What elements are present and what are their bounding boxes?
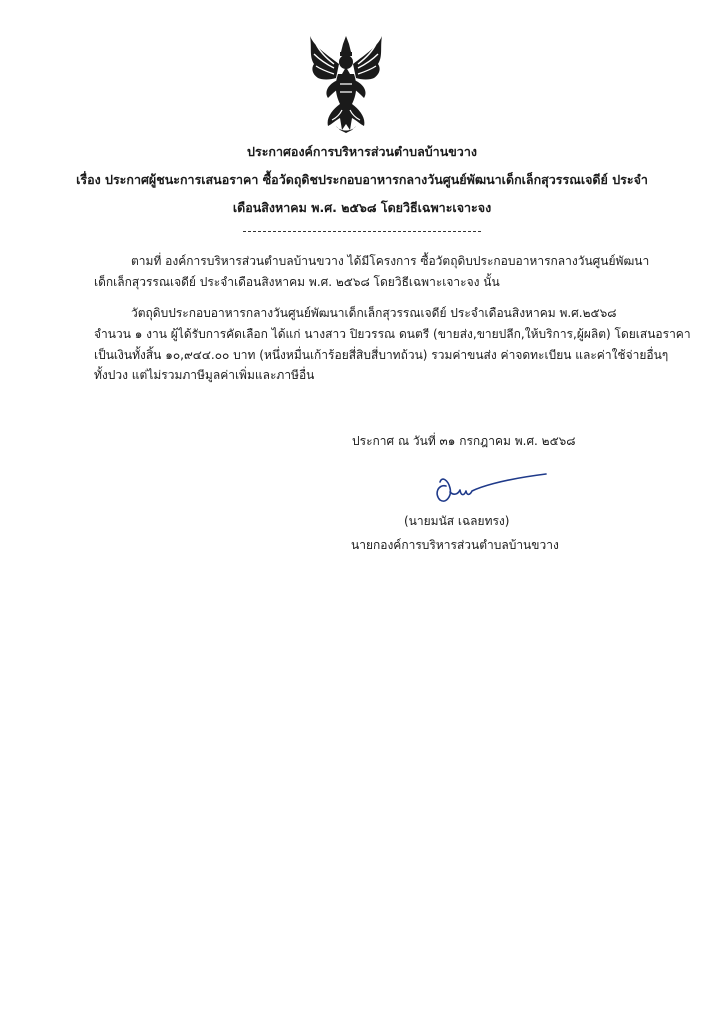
body-paragraph-1-line-1: ตามที่ องค์การบริหารส่วนตำบลบ้านขวาง ได้มีโครงการ ซื้อวัตถุดิบประกอบอาหารกลางวันศูนย์พัฒนา	[131, 254, 650, 268]
body-paragraph-2-line-4: ทั้งปวง แต่ไม่รวมภาษีมูลค่าเพิ่มและภาษีอื่น	[94, 368, 315, 382]
announcement-date: ประกาศ ณ วันที่ ๓๑ กรกฎาคม พ.ศ. ๒๕๖๘	[352, 434, 576, 448]
body-paragraph-2-line-2: จำนวน ๑ งาน ผู้ได้รับการคัดเลือก ได้แก่ นางสาว ปิยวรรณ ดนตรี (ขายส่ง,ขายปลีก,ให้บริการ,ผู้ผลิต) โดยเสนอราคา	[94, 327, 691, 341]
garuda-emblem-icon	[306, 34, 386, 134]
announcement-subject: เรื่อง ประกาศผู้ชนะการเสนอราคา ซื้อวัดถุดิชประกอบอาหารกลางวันศูนย์พัฒนาเด็กเล็กสุวรรณเจดีย์ ประจำ	[76, 172, 648, 187]
handwritten-signature	[428, 470, 548, 508]
signatory-name: (นายมนัส เฉลยทรง)	[404, 514, 510, 528]
signatory-position: นายกองค์การบริหารส่วนตำบลบ้านขวาง	[351, 538, 559, 552]
announcement-title: ประกาศองค์การบริหารส่วนตำบลบ้านขวาง	[247, 144, 477, 159]
body-paragraph-2-line-3: เป็นเงินทั้งสิ้น ๑๐,๙๔๔.๐๐ บาท (หนึ่งหมื่นเก้าร้อยสี่สิบสี่บาทถ้วน) รวมค่าขนส่ง ค่าจดทะเบียน และค่าใช้จ่ายอื่นๆ	[94, 348, 669, 362]
announcement-subject-cont: เดือนสิงหาคม พ.ศ. ๒๕๖๘ โดยวิธีเฉพาะเจาะจง	[232, 200, 492, 215]
body-paragraph-2-line-1: วัตถุดิบประกอบอาหารกลางวันศูนย์พัฒนาเด็กเล็กสุวรรณเจดีย์ ประจำเดือนสิงหาคม พ.ศ.๒๕๖๘	[131, 306, 617, 320]
body-paragraph-1-line-2: เด็กเล็กสุวรรณเจดีย์ ประจำเดือนสิงหาคม พ.ศ. ๒๕๖๘ โดยวิธีเฉพาะเจาะจง นั้น	[94, 275, 500, 289]
header-divider	[243, 231, 481, 232]
